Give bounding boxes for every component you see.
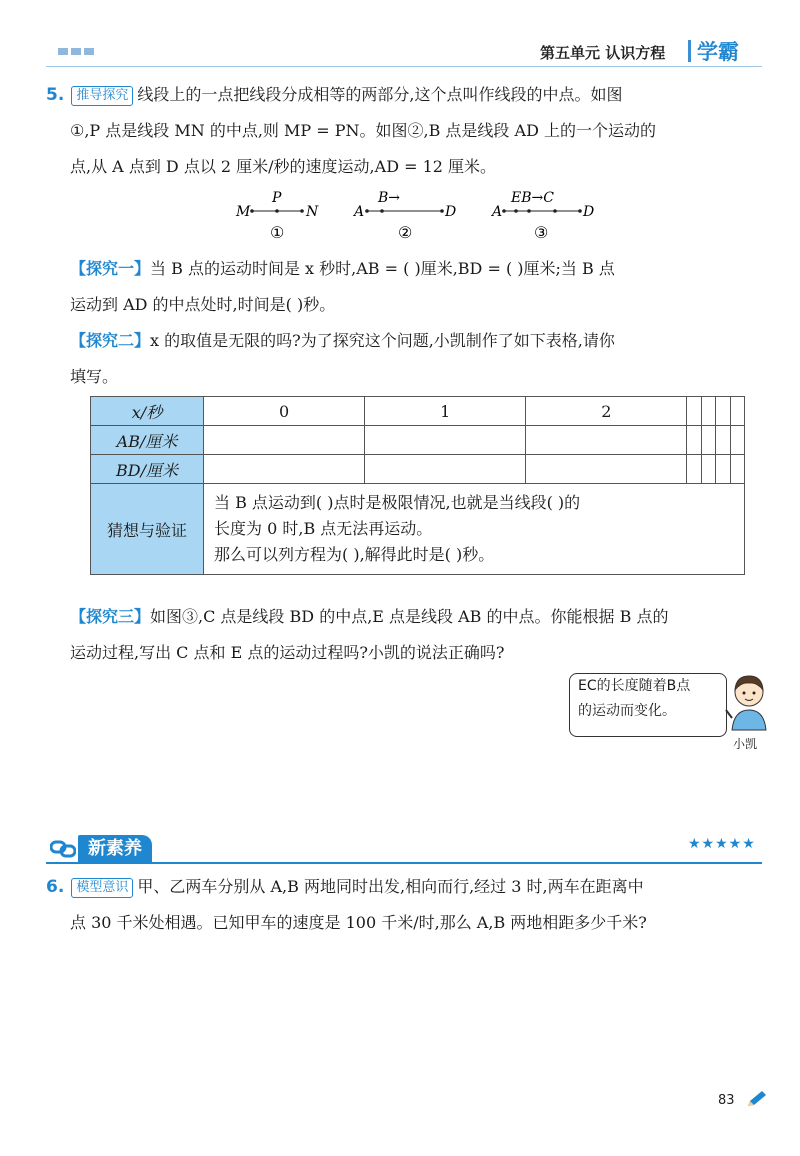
character-icon — [724, 670, 774, 740]
explore2-line-2: 填写。 — [70, 367, 119, 386]
exploration-table — [90, 396, 745, 575]
explore1-line-1 — [70, 258, 615, 280]
q6-line-2: 点 30 千米处相遇。已知甲车的速度是 100 千米/时,那么 A,B 两地相距多少千米? — [70, 913, 647, 932]
table-cell[interactable] — [526, 455, 687, 484]
figure-1-top-label: P — [272, 190, 282, 206]
figure-2-right-label: D — [445, 204, 457, 220]
q5-line-2: ①,P 点是线段 MN 的中点,则 MP = PN。如图②,B 点是线段 AD 上的一个运动的 — [70, 121, 656, 140]
table-cell[interactable] — [204, 455, 365, 484]
row-header-x: x/秒 — [91, 397, 204, 426]
figure-2 — [352, 190, 456, 242]
table-cell[interactable] — [526, 426, 687, 455]
unit-title: 第五单元 认识方程 — [540, 44, 666, 62]
figure-2-left-label: A — [354, 204, 365, 220]
table-cell[interactable] — [365, 426, 526, 455]
guess-line-2: 长度为 0 时,B 点无法再运动。 — [214, 519, 433, 538]
figure-1-caption: ① — [270, 223, 285, 242]
difficulty-stars: ★★★★★ — [688, 836, 756, 852]
figure-3-right-label: D — [583, 204, 595, 220]
table-cell[interactable] — [204, 426, 365, 455]
table-cell[interactable]: 2 — [526, 397, 687, 426]
row-header-ab: AB/厘米 — [91, 426, 204, 455]
explore3-tag: 【探究三】 — [70, 607, 151, 626]
section-title: 新素养 — [78, 835, 152, 863]
table-cell[interactable]: 1 — [365, 397, 526, 426]
header-rule — [46, 66, 762, 67]
guess-content — [204, 484, 745, 575]
figure-3-top-label: EB→C — [511, 190, 554, 206]
explore2-line-1 — [70, 330, 615, 352]
character-name: 小凯 — [733, 737, 758, 751]
q5-number: 5. — [46, 85, 65, 105]
table-cell[interactable] — [716, 455, 730, 484]
table-cell[interactable] — [701, 397, 715, 426]
explore3-text: 如图③,C 点是线段 BD 的中点,E 点是线段 AB 的中点。你能根据 B 点的 — [150, 607, 669, 626]
table-cell[interactable] — [687, 397, 701, 426]
page-number: 83 — [718, 1093, 735, 1108]
table-row — [91, 484, 745, 575]
explore3-line-2: 运动过程,写出 C 点和 E 点的运动过程吗?小凯的说法正确吗? — [70, 643, 505, 662]
figure-3 — [490, 190, 594, 242]
section-rule — [46, 862, 762, 864]
brand-logo: 学霸 — [697, 40, 739, 64]
table-cell[interactable] — [730, 426, 745, 455]
table-cell[interactable] — [701, 455, 715, 484]
explore2-tag: 【探究二】 — [70, 331, 151, 350]
explore1-line-2: 运动到 AD 的中点处时,时间是( )秒。 — [70, 295, 336, 314]
table-cell[interactable] — [716, 397, 730, 426]
q5-line-1 — [46, 84, 623, 106]
explore1-tag: 【探究一】 — [70, 259, 151, 278]
guess-line-1: 当 B 点运动到( )点时是极限情况,也就是当线段( )的 — [214, 493, 581, 512]
speech-bubble — [569, 673, 727, 737]
figure-1-right-label: N — [306, 204, 319, 220]
figure-3-left-label: A — [492, 204, 503, 220]
table-cell[interactable] — [716, 426, 730, 455]
figure-3-caption: ③ — [534, 223, 549, 242]
header-divider — [688, 40, 691, 62]
guess-header: 猜想与验证 — [91, 484, 204, 575]
explore2-text: x 的取值是无限的吗?为了探究这个问题,小凯制作了如下表格,请你 — [150, 331, 615, 350]
q5-line-3: 点,从 A 点到 D 点以 2 厘米/秒的速度运动,AD = 12 厘米。 — [70, 157, 497, 176]
bubble-line-1: EC的长度随着B点 — [578, 678, 691, 694]
row-header-bd: BD/厘米 — [91, 455, 204, 484]
q6-text: 甲、乙两车分别从 A,B 两地同时出发,相向而行,经过 3 时,两车在距离中 — [137, 877, 644, 896]
explore3-line-1 — [70, 606, 668, 628]
guess-line-3: 那么可以列方程为( ),解得此时是( )秒。 — [214, 545, 495, 564]
figure-1 — [235, 190, 319, 242]
pencil-icon — [746, 1090, 768, 1112]
figure-2-top-label: B→ — [378, 190, 401, 206]
figure-1-left-label: M — [236, 204, 251, 220]
header-decoration — [58, 48, 94, 55]
table-cell[interactable] — [730, 397, 745, 426]
bubble-line-2: 的运动而变化。 — [578, 703, 676, 719]
table-cell[interactable] — [701, 426, 715, 455]
q5-tag: 推导探究 — [71, 86, 133, 106]
table-cell[interactable]: 0 — [204, 397, 365, 426]
table-cell[interactable] — [365, 455, 526, 484]
table-cell[interactable] — [730, 455, 745, 484]
table-cell[interactable] — [687, 426, 701, 455]
q6-line-1 — [46, 876, 644, 898]
table-row — [91, 397, 745, 426]
q6-tag: 模型意识 — [71, 878, 133, 898]
figure-2-caption: ② — [398, 223, 413, 242]
table-cell[interactable] — [687, 455, 701, 484]
q6-number: 6. — [46, 877, 65, 897]
explore1-text: 当 B 点的运动时间是 x 秒时,AB = ( )厘米,BD = ( )厘米;当 B 点 — [150, 259, 615, 278]
segment-figures — [230, 188, 610, 248]
table-row — [91, 455, 745, 484]
link-icon — [50, 838, 76, 864]
q5-intro-text: 线段上的一点把线段分成相等的两部分,这个点叫作线段的中点。如图 — [137, 85, 623, 104]
table-row — [91, 426, 745, 455]
